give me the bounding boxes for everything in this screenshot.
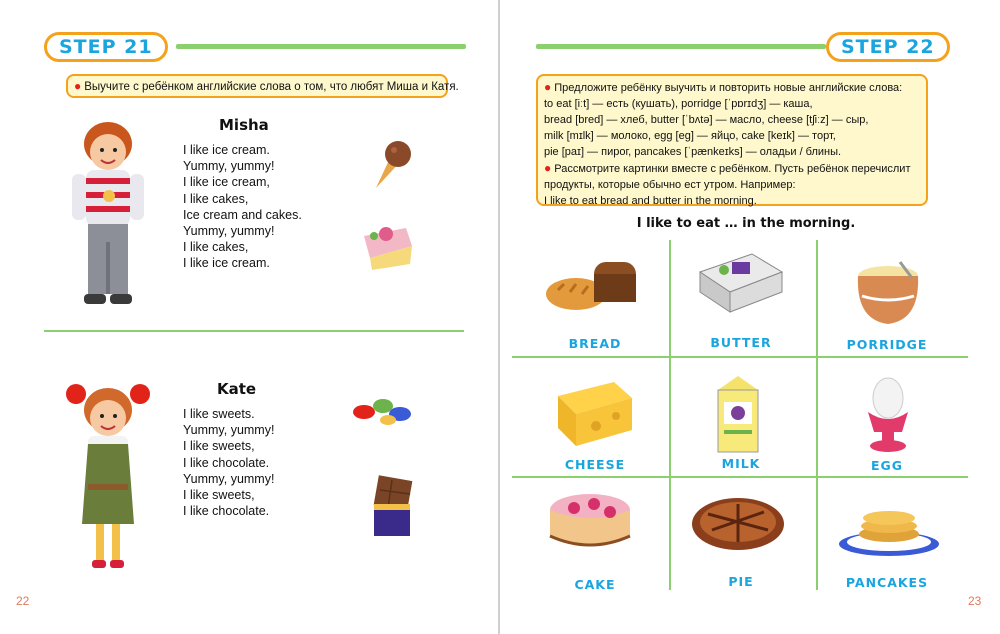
step-22-badge xyxy=(826,32,950,62)
poem-title-kate: Kate xyxy=(217,380,257,398)
poem-line: I like chocolate. xyxy=(183,504,270,519)
poem-line: I like ice cream. xyxy=(183,256,270,271)
poem-line: Yummy, yummy! xyxy=(183,159,275,174)
food-label-egg: EGG xyxy=(870,458,904,473)
grid-divider xyxy=(669,240,671,590)
step-21-badge xyxy=(44,32,168,62)
header-rule xyxy=(536,44,826,49)
boy-misha-illustration xyxy=(62,112,154,322)
poem-line: I like cakes, xyxy=(183,240,249,255)
ice-cream-icon xyxy=(368,138,418,190)
poem-kate xyxy=(183,406,274,519)
instruction-line: pie [paɪ] — пирог, pancakes [ˈpænkeɪks] — оладьи / блины. xyxy=(544,146,842,158)
girl-kate-illustration xyxy=(58,374,158,582)
porridge-icon xyxy=(850,258,926,328)
poem-line: Yummy, yummy! xyxy=(183,423,275,438)
instruction-line: Рассмотрите картинки вместе с ребёнком. Пусть ребёнок перечислит xyxy=(554,163,911,175)
instruction-box xyxy=(536,74,928,206)
food-label-pancakes: PANCAKES xyxy=(845,575,929,590)
instruction-line: Предложите ребёнку выучить и повторить новые английские слова: xyxy=(554,82,903,94)
instruction-line: milk [mɪlk] — молоко, egg [eg] — яйцо, cake [keɪk] — торт, xyxy=(544,130,836,142)
cake-slice-icon xyxy=(360,212,416,272)
poem-line: I like sweets, xyxy=(183,488,255,503)
butter-icon xyxy=(696,250,786,316)
bread-icon xyxy=(544,254,640,316)
right-page xyxy=(500,0,1000,634)
grid-divider xyxy=(512,356,968,358)
food-label-milk: MILK xyxy=(721,456,761,471)
poem-line: I like ice cream. xyxy=(183,143,270,157)
page-number-right: 23 xyxy=(968,594,982,608)
food-label-bread: BREAD xyxy=(568,336,622,351)
poem-line: Yummy, yummy! xyxy=(183,224,275,239)
poem-line: Ice cream and cakes. xyxy=(183,207,302,222)
food-label-porridge: PORRIDGE xyxy=(846,337,928,352)
poem-line: Yummy, yummy! xyxy=(183,471,275,486)
instruction-line: продукты, которые обычно ест утром. Например: xyxy=(544,179,796,191)
poem-line: I like cakes, xyxy=(183,191,249,206)
poem-line: I like chocolate. xyxy=(183,455,270,470)
cake-icon xyxy=(544,488,636,558)
section-heading: I like to eat … in the morning. xyxy=(636,216,856,231)
chocolate-icon xyxy=(370,472,420,540)
cheese-icon xyxy=(552,376,636,448)
instruction-box xyxy=(66,74,459,98)
page-number-left: 22 xyxy=(16,594,30,608)
section-divider xyxy=(44,330,464,332)
poem-line: I like sweets, xyxy=(183,439,255,454)
pancakes-icon xyxy=(836,502,942,558)
step-22-label: STEP 22 xyxy=(841,36,935,58)
grid-divider xyxy=(816,240,818,590)
pie-icon xyxy=(688,494,788,554)
instruction-line: I like to eat bread and butter in the morning. xyxy=(544,195,757,207)
poem-misha xyxy=(183,142,302,272)
sweets-icon xyxy=(350,392,416,428)
poem-line: I like ice cream, xyxy=(183,175,270,190)
milk-icon xyxy=(710,372,766,454)
instruction-line: to eat [iːt] — есть (кушать), porridge [ˈpɒrɪdʒ] — каша, xyxy=(544,98,813,110)
bullet-icon: ● xyxy=(544,161,552,175)
step-21-label: STEP 21 xyxy=(59,36,153,58)
grid-divider xyxy=(512,476,968,478)
egg-icon xyxy=(862,374,914,456)
food-label-cheese: CHEESE xyxy=(564,457,626,472)
instruction-line: bread [bred] — хлеб, butter [ˈbʌtə] — масло, cheese [tʃiːz] — сыр, xyxy=(544,114,869,126)
food-label-pie: PIE xyxy=(728,574,754,589)
instruction-text: Выучите с ребёнком английские слова о том, что любят Миша и Катя. xyxy=(84,81,459,93)
poem-line: I like sweets. xyxy=(183,407,255,421)
bullet-icon: ● xyxy=(74,79,82,93)
food-label-cake: CAKE xyxy=(574,577,616,592)
food-label-butter: BUTTER xyxy=(710,335,772,350)
bullet-icon: ● xyxy=(544,80,552,94)
header-rule xyxy=(176,44,466,49)
poem-title-misha: Misha xyxy=(219,116,269,134)
